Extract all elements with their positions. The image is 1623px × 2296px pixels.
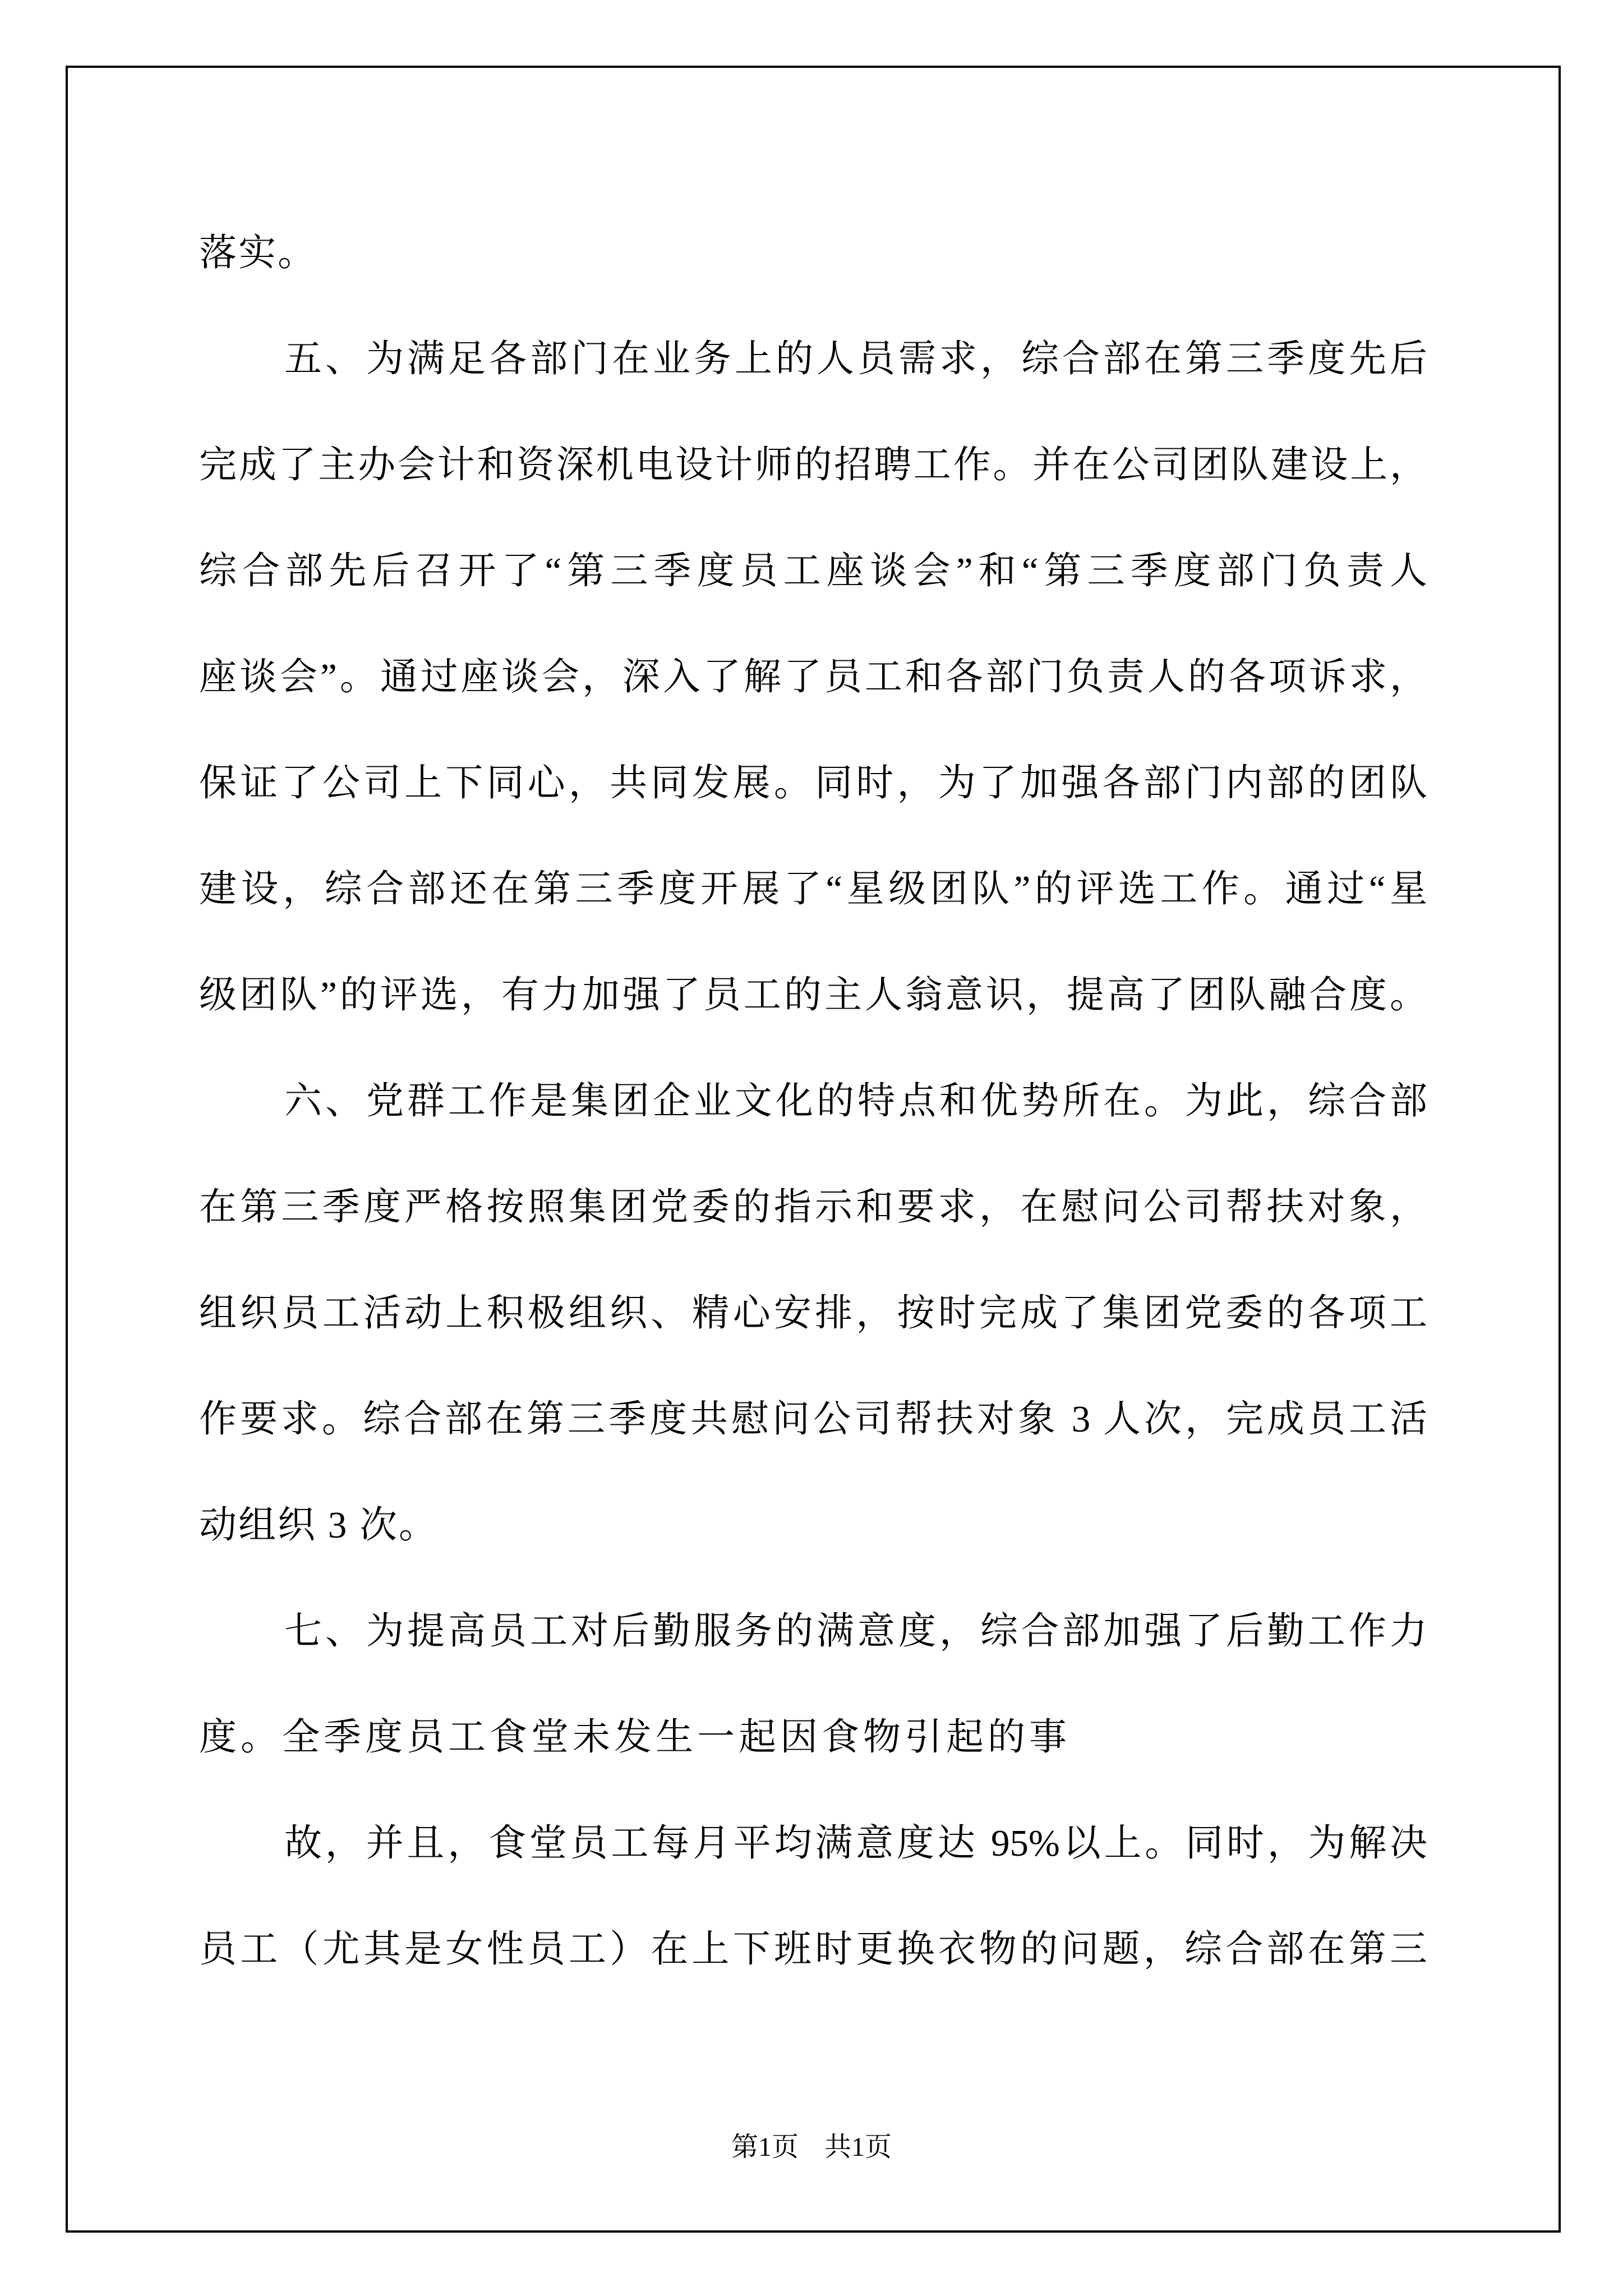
text-line: 保证了公司上下同心，共同发展。同时，为了加强各部门内部的团队 (199, 762, 1427, 804)
text-line: 动组织 3 次。 (199, 1504, 438, 1546)
text-line: 座谈会”。通过座谈会，深入了解了员工和各部门负责人的各项诉求， (199, 656, 1427, 698)
text-line: 组织员工活动上积极组织、精心安排，按时完成了集团党委的各项工 (199, 1292, 1427, 1334)
footer-total-pages: 共1页 (824, 2132, 892, 2162)
text-line: 在第三季度严格按照集团党委的指示和要求，在慰问公司帮扶对象， (199, 1186, 1427, 1228)
text-line: 落实。 (199, 232, 317, 274)
text-line: 五、为满足各部门在业务上的人员需求，综合部在第三季度先后 (284, 338, 1427, 380)
page-border-frame (66, 66, 1561, 2233)
text-line: 综合部先后召开了“第三季度员工座谈会”和“第三季度部门负责人 (199, 550, 1427, 592)
text-line: 员工（尤其是女性员工）在上下班时更换衣物的问题，综合部在第三 (199, 1929, 1427, 1970)
text-line: 度。全季度员工食堂未发生一起因食物引起的事 (199, 1717, 1071, 1758)
text-line: 建设，综合部还在第三季度开展了“星级团队”的评选工作。通过“星 (199, 868, 1427, 910)
text-line: 级团队”的评选，有力加强了员工的主人翁意识，提高了团队融合度。 (199, 974, 1427, 1016)
text-line: 七、为提高员工对后勤服务的满意度，综合部加强了后勤工作力 (284, 1611, 1427, 1652)
text-line: 作要求。综合部在第三季度共慰问公司帮扶对象 3 人次，完成员工活 (199, 1398, 1427, 1440)
text-line: 故，并且，食堂员工每月平均满意度达 95%以上。同时，为解决 (284, 1823, 1427, 1864)
text-line: 完成了主办会计和资深机电设计师的招聘工作。并在公司团队建设上， (199, 444, 1427, 486)
document-body (199, 200, 1427, 2003)
page-footer (0, 2132, 1623, 2163)
footer-page-number: 第1页 (731, 2132, 799, 2162)
text-line: 六、党群工作是集团企业文化的特点和优势所在。为此，综合部 (284, 1080, 1427, 1122)
